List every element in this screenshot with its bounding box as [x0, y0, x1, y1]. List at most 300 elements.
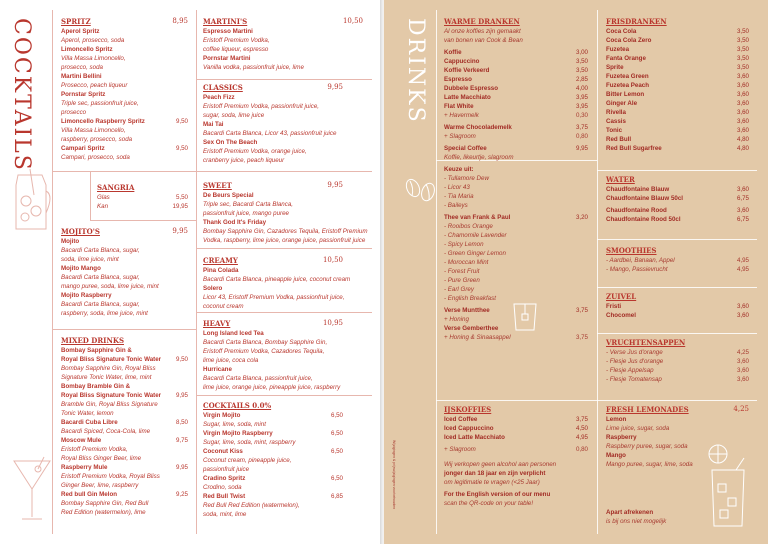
item-label: prosecco, soda — [61, 64, 103, 71]
menu-item-description — [444, 153, 588, 162]
tea-cup-icon — [510, 300, 540, 340]
item-label: Sugar, lime, soda, mint, raspberry — [203, 439, 296, 446]
menu-item — [606, 45, 749, 54]
menu-item — [606, 144, 749, 153]
item-label: Verse Gembertheе — [444, 325, 499, 332]
menu-item-description — [444, 36, 588, 45]
item-label: Dubbele Espresso — [444, 85, 498, 92]
item-label: prosecco — [61, 109, 87, 116]
item-price: 3,50 — [575, 58, 588, 65]
menu-item — [444, 165, 588, 174]
item-label: Limoncello Spritz — [61, 46, 113, 53]
item-label: Rivella — [606, 109, 626, 116]
item-label: Eristoff Premium Vodka, passionfruit juice, — [203, 103, 320, 110]
item-label: - Green Ginger Lemon — [444, 250, 506, 257]
item-label: Eristoff Premium Vodka, Cazadores Tequila, — [203, 348, 325, 355]
heavy-heading: HEAVY 10,95 — [203, 319, 343, 328]
item-label: Bramble Gin, Royal Bliss Signature — [61, 401, 158, 408]
item-label: Ginger Ale — [606, 100, 638, 107]
item-price: 9,50 — [175, 356, 188, 363]
menu-item — [606, 126, 749, 135]
item-label: Thee van Frank & Paul — [444, 214, 511, 221]
fruit-juices-section — [606, 337, 749, 384]
billing-note-2: is bij ons niet mogelijk — [606, 518, 667, 525]
item-price: 3,60 — [736, 303, 749, 310]
pitcher-icon — [8, 165, 54, 235]
item-label: - Aardbei, Banaan, Appel — [606, 257, 675, 264]
cocktails-title: COCKTAILS — [9, 18, 34, 172]
item-label: Bacardi Cuba Libre — [61, 419, 118, 426]
item-price: 3,60 — [736, 82, 749, 89]
item-price: 3,60 — [736, 73, 749, 80]
item-label: Chaudfontaine Blauw — [606, 186, 670, 193]
item-label: Bacardi Carta Blanca, sugar, — [61, 247, 140, 254]
item-label: Bacardi Carta Blanca, sugar, — [61, 301, 140, 308]
menu-item — [606, 206, 749, 215]
menu-item — [203, 411, 343, 420]
item-price: 3,50 — [575, 67, 588, 74]
item-label: - Flesje Jus d'orange — [606, 358, 664, 365]
menu-item-description — [61, 282, 188, 291]
menu-item-description — [61, 472, 188, 481]
menu-item — [61, 72, 188, 81]
item-label: Royal Bliss Signature Tonic Water — [61, 392, 162, 399]
menu-item — [61, 463, 188, 472]
menu-item — [61, 237, 188, 246]
item-price: 3,75 — [575, 334, 588, 341]
menu-item-description — [203, 102, 343, 111]
menu-item — [444, 213, 588, 222]
item-label: Red Edition (watermelon), lime — [61, 509, 146, 516]
item-price: 3,60 — [736, 100, 749, 107]
menu-item — [444, 48, 588, 57]
menu-item-description — [203, 227, 368, 236]
item-label: Solero — [203, 285, 223, 292]
menu-item — [606, 415, 749, 424]
menu-item-description — [444, 240, 588, 249]
item-label: Villa Massa Limoncello, — [61, 127, 126, 134]
item-price: 3,60 — [736, 91, 749, 98]
item-price: 3,50 — [736, 64, 749, 71]
lemonade-glass-icon — [706, 440, 750, 530]
item-label: + Slagroom — [444, 446, 476, 453]
menu-item-description — [203, 438, 343, 447]
soft-drinks-heading: FRISDRANKEN — [606, 17, 667, 26]
item-label: De Beurs Special — [203, 192, 254, 199]
menu-item — [203, 138, 343, 147]
item-price: 4,95 — [736, 266, 749, 273]
item-label: Sprite — [606, 64, 624, 71]
menu-item-description — [203, 36, 363, 45]
heavy-section — [203, 318, 343, 392]
item-label: Red Bull — [606, 136, 632, 143]
item-label: Iced Latte Macchiato — [444, 434, 505, 441]
item-label: Mojito Raspberry — [61, 292, 112, 299]
item-label: Hurricane — [203, 366, 232, 373]
item-label: Bombay Sapphire Gin, Royal Bliss — [61, 365, 156, 372]
item-label: Bombay Sapphire Gin & — [61, 347, 132, 354]
menu-item-description — [606, 265, 749, 274]
item-label: Martini Bellini — [61, 73, 102, 80]
item-label: Lime juice, sugar, soda — [606, 425, 670, 432]
item-price: 9,95 — [175, 464, 188, 471]
item-label: van bonen van Cook & Bean — [444, 37, 523, 44]
item-label: raspberry, soda, lime juice, mint — [61, 310, 148, 317]
item-label: Pornstar Martini — [203, 55, 251, 62]
mixed-drinks-heading: MIXED DRINKS — [61, 336, 124, 345]
menu-item-description — [203, 420, 343, 429]
item-label: Villa Massa Limoncello, — [61, 55, 126, 62]
item-label: Coca Cola — [606, 28, 637, 35]
item-label: Virgin Mojito — [203, 412, 241, 419]
item-label: Vanilla vodka, passionfruit juice, lime — [203, 64, 304, 71]
item-label: + Honing — [444, 316, 469, 323]
menu-item — [203, 93, 343, 102]
item-price: 3,50 — [736, 28, 749, 35]
item-price: 3,75 — [575, 124, 588, 131]
item-label: Long Island Iced Tea — [203, 330, 264, 337]
item-label: soda, lime juice, mint — [61, 256, 119, 263]
item-price: 3,60 — [736, 207, 749, 214]
menu-item — [444, 415, 588, 424]
item-price: 4,95 — [736, 257, 749, 264]
item-price: 5,50 — [175, 194, 188, 201]
menu-item-description — [444, 111, 588, 120]
item-label: mango puree, soda, lime juice, mint — [61, 283, 159, 290]
menu-item-description — [203, 483, 343, 492]
item-label: Fuzetea — [606, 46, 630, 53]
menu-item — [61, 45, 188, 54]
item-label: Iced Coffee — [444, 416, 478, 423]
menu-item-description — [203, 383, 343, 392]
coffee-bean-icon — [404, 176, 438, 206]
dairy-heading: ZUIVEL — [606, 292, 637, 301]
menu-item — [606, 302, 749, 311]
item-price: 2,85 — [575, 76, 588, 83]
iced-coffee-section — [444, 404, 588, 508]
item-price: 6,75 — [736, 195, 749, 202]
item-label: Fuzetea Peach — [606, 82, 649, 89]
item-label: - English Breakfast — [444, 295, 496, 302]
menu-item-description — [61, 445, 188, 454]
sweet-heading: SWEET 9,95 — [203, 181, 343, 190]
menu-item — [444, 93, 588, 102]
item-label: Virgin Mojito Raspberry — [203, 430, 273, 437]
menu-item-description — [444, 222, 588, 231]
item-label: Fristi — [606, 303, 622, 310]
item-label: Latte Macchiato — [444, 94, 491, 101]
item-label: - Mango, Passievrucht — [606, 266, 668, 273]
menu-item-description — [61, 99, 188, 108]
menu-item-description — [61, 108, 188, 117]
item-label: Glas — [97, 194, 110, 201]
item-label: lime juice, coca cola — [203, 357, 259, 364]
menu-item — [61, 90, 188, 99]
menu-item-description — [444, 183, 588, 192]
item-price: 3,60 — [736, 127, 749, 134]
item-label: - Pure Green — [444, 277, 480, 284]
item-label: - Forest Fruit — [444, 268, 480, 275]
menu-item-description — [61, 409, 188, 418]
item-label: Campari Spritz — [61, 145, 105, 152]
item-label: Pina Colada — [203, 267, 239, 274]
menu-item-description — [61, 153, 188, 162]
item-label: Bacardi Carta Blanca, passionfruit juice, — [203, 375, 313, 382]
menu-item-description — [203, 338, 343, 347]
item-label: Keuze uit: — [444, 166, 474, 173]
menu-item — [606, 117, 749, 126]
menu-item — [61, 355, 188, 364]
item-price: 6,50 — [330, 412, 343, 419]
menu-item-description — [203, 374, 343, 383]
menu-item-description — [203, 510, 343, 519]
item-label: Tonic — [606, 127, 623, 134]
item-label: - Licor 43 — [444, 184, 470, 191]
drinks-page — [384, 0, 768, 544]
menu-item-description — [61, 300, 188, 309]
menu-item — [444, 57, 588, 66]
item-price: 9,95 — [575, 145, 588, 152]
item-label: - Flesje Appelsap — [606, 367, 654, 374]
item-label: Royal Bliss Signature Tonic Water — [61, 356, 162, 363]
item-label: Mojito Mango — [61, 265, 101, 272]
item-price: 3,00 — [575, 49, 588, 56]
menu-item-description — [61, 508, 188, 517]
item-label: Aperol Spritz — [61, 28, 100, 35]
menu-item-description — [61, 454, 188, 463]
menu-item — [606, 185, 749, 194]
menu-item-description — [606, 256, 749, 265]
item-label: Prosecco, peach liqueur — [61, 82, 128, 89]
item-price: 6,50 — [330, 430, 343, 437]
lemonades-heading: FRESH LEMONADES 4,25 — [606, 405, 749, 414]
item-label: Espresso — [444, 76, 472, 83]
item-label: sugar, soda, lime juice — [203, 112, 265, 119]
item-price: 4,95 — [575, 434, 588, 441]
menu-item-description — [203, 147, 343, 156]
menu-item-description — [203, 236, 366, 245]
item-label: Eristoff Premium Vodka, orange juice, — [203, 148, 307, 155]
menu-item — [606, 311, 749, 320]
menu-item-description — [203, 200, 343, 209]
item-price: 9,75 — [175, 437, 188, 444]
menu-item-description — [61, 54, 188, 63]
item-label: Bacardi Spiced, Coca-Cola, lime — [61, 428, 151, 435]
warm-drinks-section — [444, 16, 588, 342]
item-label: Fanta Orange — [606, 55, 646, 62]
item-label: Iced Cappuccino — [444, 425, 494, 432]
menu-item-description — [61, 273, 188, 282]
item-label: Chaudfontaine Rood 50cl — [606, 216, 681, 223]
menu-item — [203, 54, 363, 63]
menu-item — [61, 490, 188, 499]
item-label: soda, mint, lime — [203, 511, 247, 518]
item-label: Raspberry Mule — [61, 464, 108, 471]
menu-item — [203, 120, 343, 129]
menu-item — [444, 102, 588, 111]
english-note-2: scan the QR-code on your table! — [444, 500, 534, 507]
item-price: 4,80 — [736, 145, 749, 152]
menu-item — [61, 291, 188, 300]
item-label: Pornstar Spritz — [61, 91, 106, 98]
item-label: Eristoff Premium Vodka, Royal Bliss — [61, 473, 160, 480]
menu-item — [203, 191, 343, 200]
item-price: 9,50 — [175, 145, 188, 152]
menu-item — [203, 27, 363, 36]
item-label: Limoncello Raspberry Spritz — [61, 118, 145, 125]
menu-item — [61, 346, 188, 355]
menu-item — [606, 99, 749, 108]
item-price: 3,60 — [736, 367, 749, 374]
menu-item-description — [61, 309, 188, 318]
item-label: Mango — [606, 452, 626, 459]
item-label: Royal Bliss Ginger Beer, lime — [61, 455, 142, 462]
item-label: coconut cream — [203, 303, 244, 310]
creamy-section — [203, 255, 351, 311]
item-label: - Moroccan Mint — [444, 259, 489, 266]
item-price: 9,50 — [175, 118, 188, 125]
menu-item — [61, 391, 188, 400]
item-label: Campari, prosecco, soda — [61, 154, 130, 161]
creamy-heading: CREAMY 10,50 — [203, 256, 343, 265]
menu-item-description — [444, 258, 588, 267]
item-label: Al onze koffies zijn gemaakt — [444, 28, 521, 35]
menu-item — [444, 75, 588, 84]
item-label: Bitter Lemon — [606, 91, 645, 98]
menu-item-description — [444, 445, 588, 454]
menu-item-description — [203, 209, 343, 218]
menu-item — [203, 447, 343, 456]
menu-item — [61, 27, 188, 36]
age-notice-1: Wij verkopen geen alcohol aan personen — [444, 461, 557, 468]
menu-item-description — [444, 192, 588, 201]
menu-item-description — [606, 348, 749, 357]
item-label: Red Bull Twist — [203, 493, 246, 500]
item-price: 3,60 — [736, 376, 749, 383]
menu-item-description — [203, 111, 343, 120]
item-label: Chaudfontaine Rood — [606, 207, 667, 214]
menu-item — [444, 66, 588, 75]
item-label: Triple sec, Bacardi Carta Blanca, — [203, 201, 293, 208]
spritz-heading: SPRITZ 8,95 — [61, 17, 188, 26]
fruit-juices-heading: VRUCHTENSAPPEN — [606, 338, 686, 347]
menu-item-description — [444, 249, 588, 258]
item-label: - Flesje Tomatensap — [606, 376, 662, 383]
menu-item-description — [203, 63, 363, 72]
item-label: Coconut cream, pineapple juice, — [203, 457, 292, 464]
menu-item-description — [203, 156, 343, 165]
martini-glass-icon — [12, 455, 52, 525]
item-label: Bombay Sapphire Gin, Cazadores Tequila, Eristoff Premium — [203, 228, 368, 235]
item-price: 3,60 — [736, 109, 749, 116]
menu-item-description — [61, 400, 188, 409]
menu-item-description — [61, 373, 188, 382]
soft-drinks-section — [606, 16, 749, 153]
smoothies-heading: SMOOTHIES — [606, 246, 657, 255]
menu-item-description — [444, 174, 588, 183]
menu-item — [606, 54, 749, 63]
item-label: + Slagroom — [444, 133, 476, 140]
menu-item-description — [61, 63, 188, 72]
menu-item-description — [606, 424, 749, 433]
cocktails-00-heading: COCKTAILS 0.0% — [203, 401, 272, 410]
menu-item-description — [61, 499, 188, 508]
menu-item-description — [61, 246, 188, 255]
menu-item — [606, 194, 749, 203]
menu-item — [61, 418, 188, 427]
item-price: 8,50 — [175, 419, 188, 426]
item-label: cranberry juice, peach liqueur — [203, 157, 285, 164]
item-label: - Tia Maria — [444, 193, 474, 200]
menu-item-description — [606, 366, 749, 375]
menu-item-description — [61, 364, 188, 373]
item-label: Verse Munttheе — [444, 307, 490, 314]
menu-item-description — [97, 193, 188, 202]
martinis-section — [203, 16, 363, 72]
item-price: 3,50 — [736, 46, 749, 53]
item-label: Sugar, lime, soda, mint — [203, 421, 266, 428]
item-label: Espresso Martini — [203, 28, 253, 35]
item-price: 9,95 — [175, 392, 188, 399]
item-price: 3,60 — [736, 312, 749, 319]
menu-item — [444, 84, 588, 93]
item-label: Moscow Mule — [61, 437, 102, 444]
menu-item — [606, 27, 749, 36]
menu-item-description — [61, 427, 188, 436]
item-label: Triple sec, passionfruit juice, — [61, 100, 139, 107]
item-label: Red Bull Sugarfree — [606, 145, 662, 152]
menu-item — [61, 436, 188, 445]
menu-item-description — [444, 132, 588, 141]
item-price: 3,95 — [575, 103, 588, 110]
billing-note-1: Apart afrekenen — [606, 509, 654, 516]
item-price: 3,20 — [575, 214, 588, 221]
menu-item — [203, 365, 343, 374]
classics-section — [203, 82, 343, 165]
item-label: Kan — [97, 203, 109, 210]
menu-item-description — [203, 356, 343, 365]
item-price: 6,50 — [330, 448, 343, 455]
water-heading: WATER — [606, 175, 635, 184]
menu-item-description — [203, 293, 343, 302]
menu-item — [444, 424, 588, 433]
menu-item-description — [61, 481, 188, 490]
menu-item-description — [97, 202, 188, 211]
menu-item — [606, 36, 749, 45]
item-price: 6,50 — [330, 475, 343, 482]
item-label: Cradino Spritz — [203, 475, 246, 482]
menu-item — [203, 329, 343, 338]
item-label: Crodino, soda — [203, 484, 242, 491]
item-price: 4,25 — [736, 349, 749, 356]
english-note-1: For the English version of our menu — [444, 491, 551, 498]
item-label: Licor 43, Eristoff Premium Vodka, passionfruit juice, — [203, 294, 345, 301]
item-price: 3,50 — [736, 55, 749, 62]
menu-item — [606, 108, 749, 117]
menu-item-description — [203, 347, 343, 356]
menu-item-description — [444, 267, 588, 276]
item-label: coffee liqueur, espresso — [203, 46, 269, 53]
item-label: Bacardi Carta Blanca, Bombay Sapphire Gin, — [203, 339, 328, 346]
classics-heading: CLASSICS 9,95 — [203, 83, 343, 92]
menu-item — [606, 135, 749, 144]
item-label: Bacardi Carta Blanca, pineapple juice, coconut cream — [203, 276, 351, 283]
item-label: - Baileys — [444, 202, 468, 209]
item-label: Mojito — [61, 238, 80, 245]
item-label: + Havermelk — [444, 112, 479, 119]
item-price: 3,60 — [736, 186, 749, 193]
menu-item — [444, 123, 588, 132]
